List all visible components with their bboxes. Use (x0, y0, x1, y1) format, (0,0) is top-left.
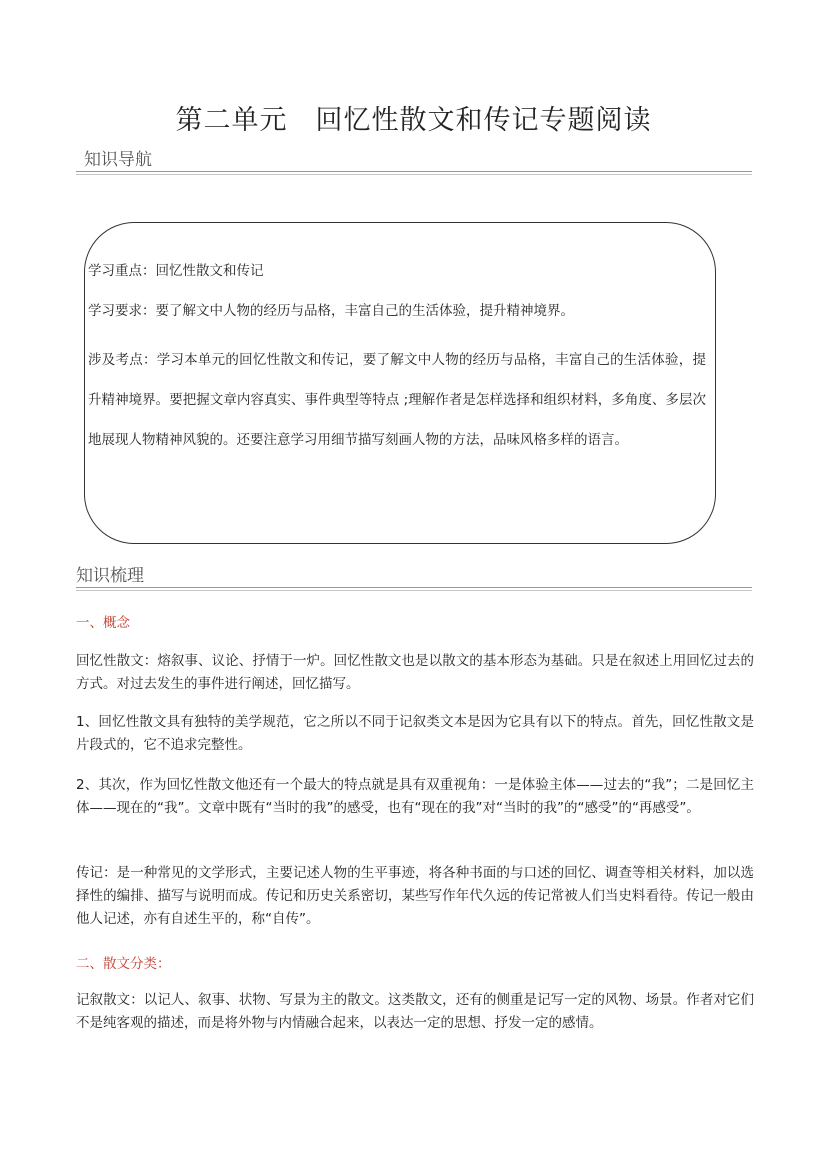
section-header-knowledge-nav (76, 144, 752, 172)
study-requirement: 学习要求：要了解文中人物的经历与品格，丰富自己的生活体验，提升精神境界。 (88, 303, 574, 319)
section-header-label: 知识梳理 (76, 566, 144, 586)
section-header-knowledge-review (76, 560, 752, 588)
concept-heading: 一、概念 (76, 615, 130, 631)
exam-points: 涉及考点：学习本单元的回忆性散文和传记，要了解文中人物的经历与品格，丰富自己的生活体验，提升精神境界。要把握文章内容真实、事件典型等特点 ;理解作者是怎样选择和组织材料，多角度、多层次地展现人物精神风貌的。还要注意学习用细节描写刻画人物的方法，品味风格多样的语言。 (88, 352, 706, 448)
paragraph-memoir-definition: 回忆性散文：熔叙事、议论、抒情于一炉。回忆性散文也是以散文的基本形态为基础。只是在叙述上用回忆过去的方式。对过去发生的事件进行阐述，回忆描写。 (76, 653, 754, 692)
classification-heading: 二、散文分类： (76, 956, 171, 972)
section-header-label: 知识导航 (84, 150, 152, 170)
paragraph-narrative-prose: 记叙散文：以记人、叙事、状物、写景为主的散文。这类散文，还有的侧重是记写一定的风物、场景。作者对它们不是纯客观的描述，而是将外物与内情融合起来，以表达一定的思想、抒发一定的感情。 (76, 992, 754, 1031)
paragraph-biography-definition: 传记：是一种常见的文学形式，主要记述人物的生平事迹，将各种书面的与口述的回忆、调查等相关材料，加以选择性的编排、描写与说明而成。传记和历史关系密切，某些写作年代久远的传记常被人们当史料看待。传记一般由他人记述，亦有自述生平的，称“自传”。 (76, 865, 754, 927)
paragraph-memoir-feature-2: 2、其次，作为回忆性散文他还有一个最大的特点就是具有双重视角：一是体验主体——过去的“我”；二是回忆主体——现在的“我”。文章中既有“当时的我”的感受，也有“现在的我”对“当时的我”的“感受”的“再感受”。 (76, 777, 754, 816)
page-title: 第二单元 回忆性散文和传记专题阅读 (175, 105, 652, 136)
study-focus: 学习重点：回忆性散文和传记 (88, 263, 264, 279)
paragraph-memoir-feature-1: 1、回忆性散文具有独特的美学规范，它之所以不同于记叙类文本是因为它具有以下的特点。首先，回忆性散文是片段式的，它不追求完整性。 (76, 714, 754, 753)
